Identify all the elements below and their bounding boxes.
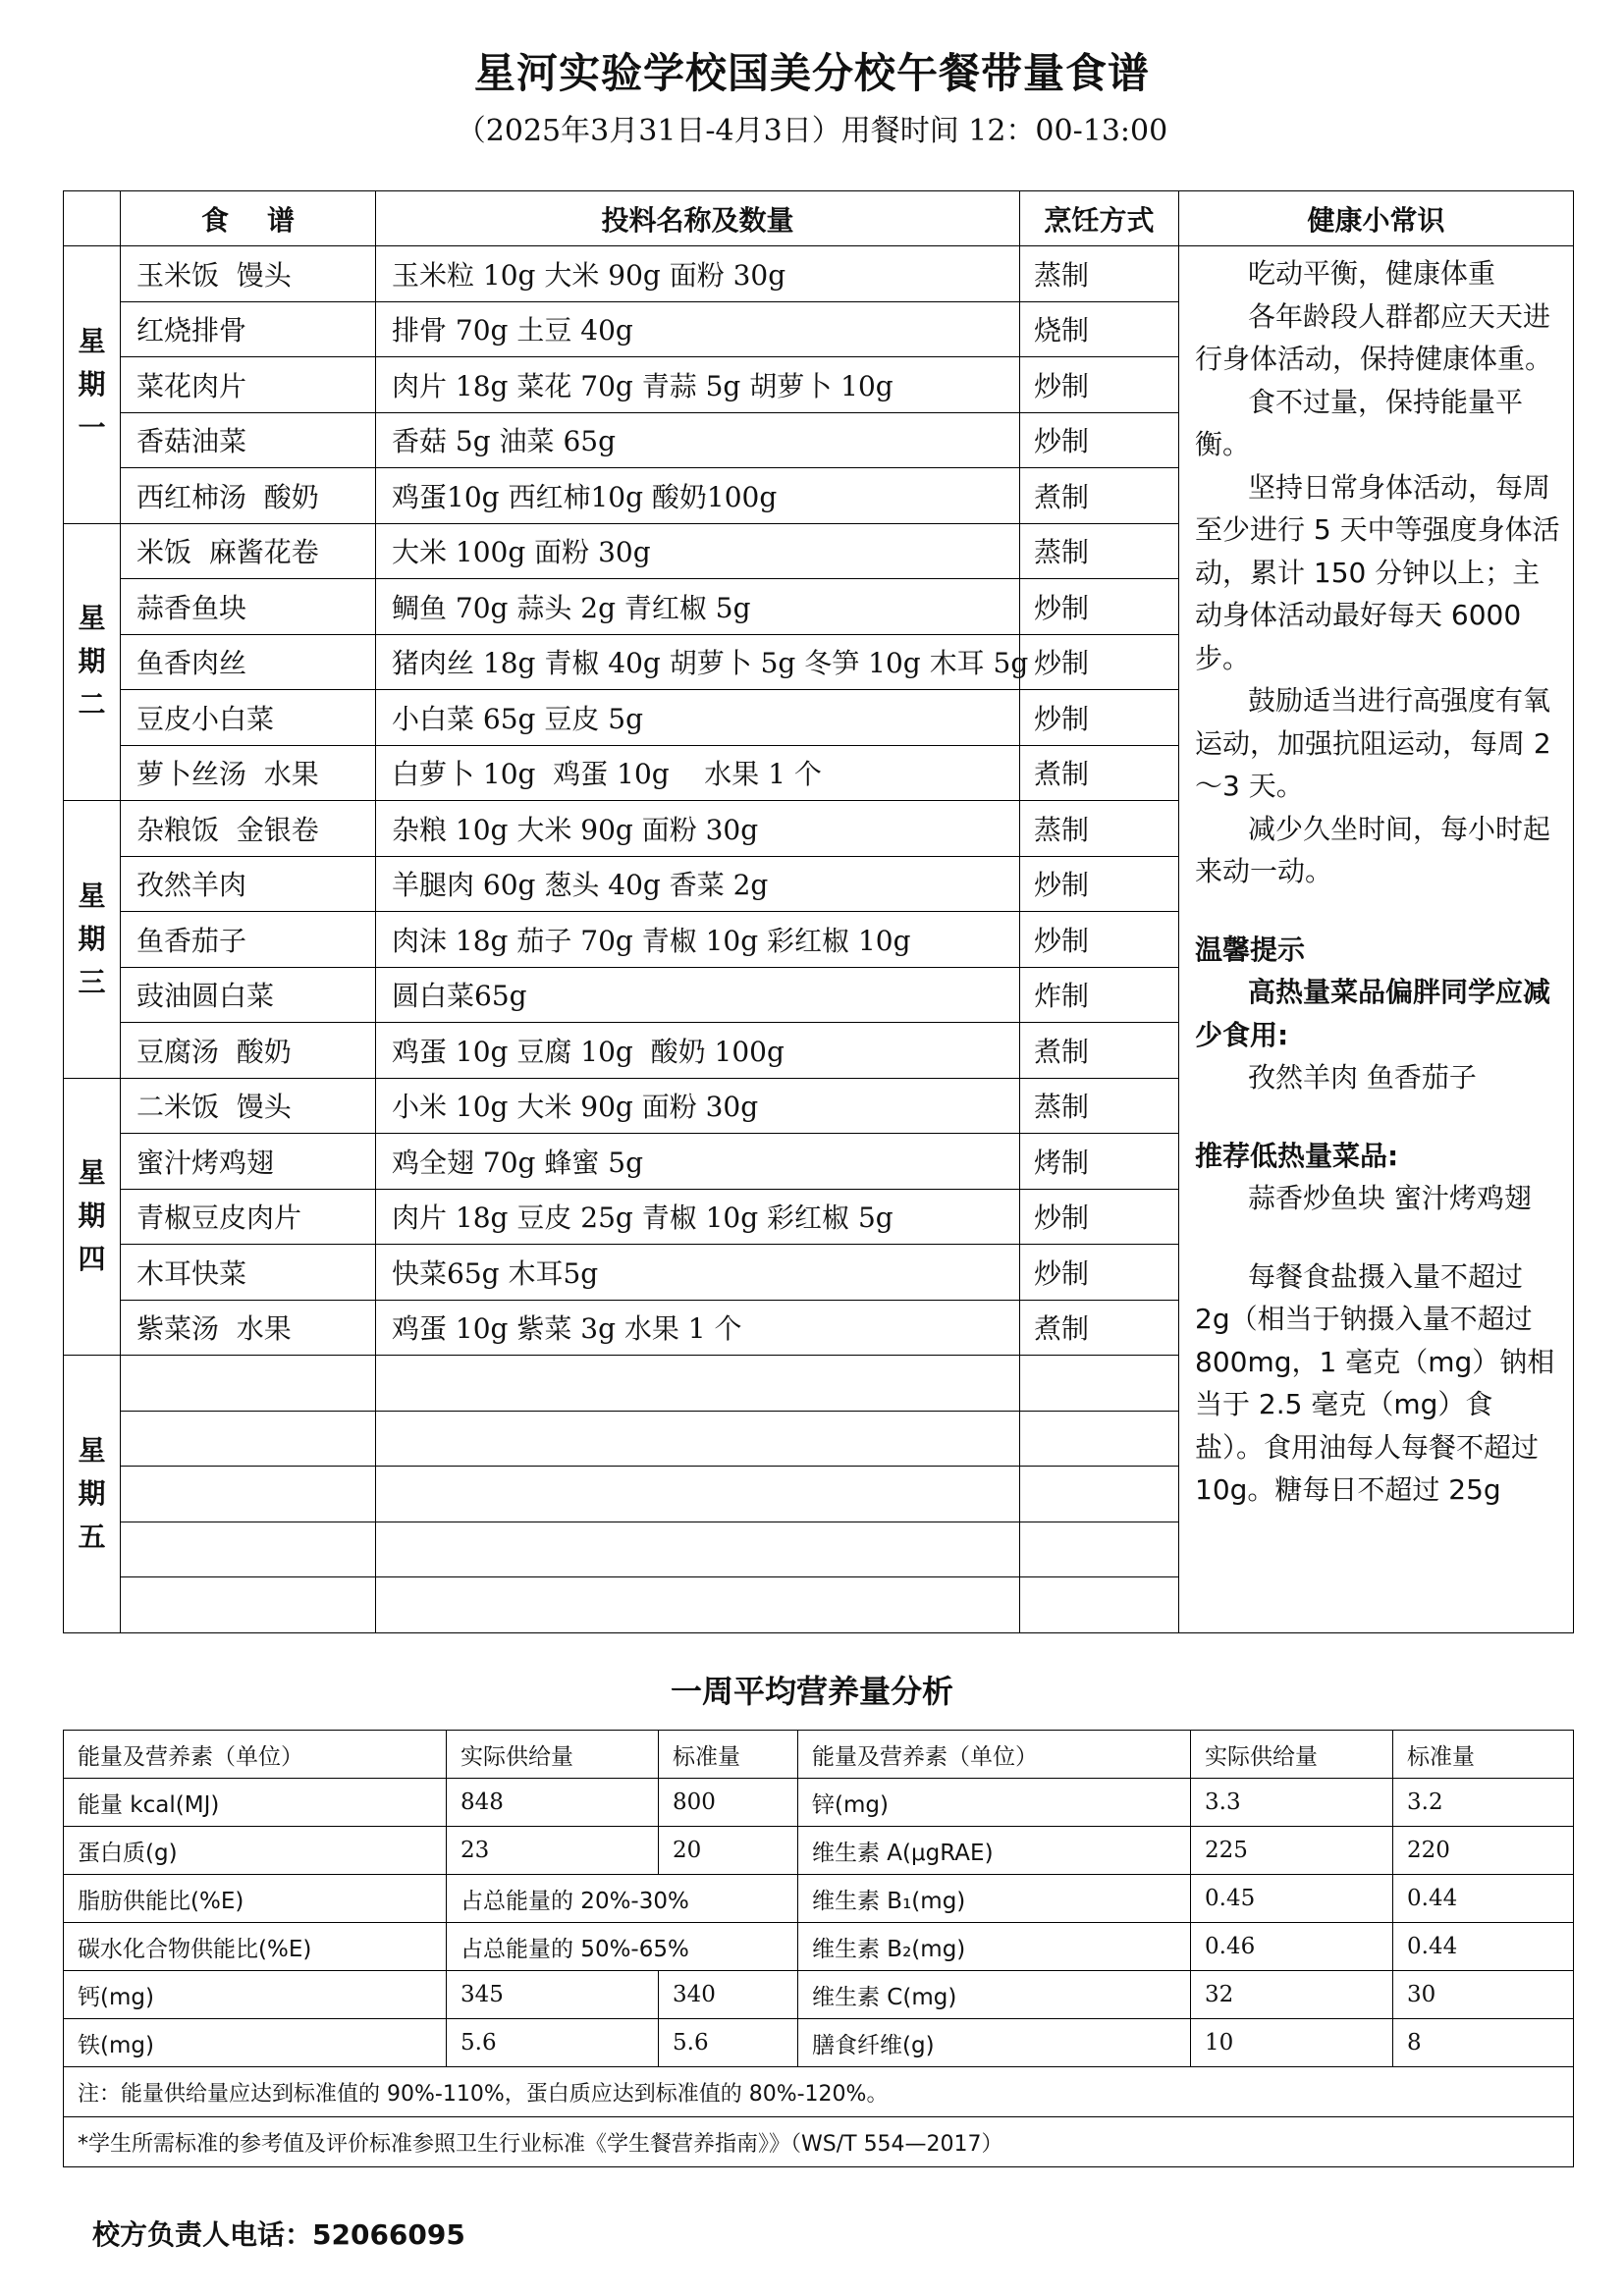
nutrient-name: 维生素 C(mg) — [798, 1971, 1191, 2019]
dish-cell: 孜然羊肉 — [121, 856, 376, 912]
header-blank — [64, 191, 121, 246]
cooking-cell: 炸制 — [1020, 967, 1179, 1023]
menu-header-row — [64, 191, 1574, 246]
dish-cell: 米饭 麻酱花卷 — [121, 523, 376, 579]
nutrition-reference: *学生所需标准的参考值及评价标准参照卫生行业标准《学生餐营养指南》》（WS/T 554—2017） — [64, 2117, 1574, 2167]
ingredient-cell: 玉米粒 10g 大米 90g 面粉 30g — [376, 246, 1020, 302]
dish-cell: 豆腐汤 酸奶 — [121, 1023, 376, 1079]
dish-cell: 杂粮饭 金银卷 — [121, 801, 376, 857]
warm-tip-text: 高热量菜品偏胖同学应减少食用: — [1195, 976, 1551, 1051]
nutrient-name: 脂肪供能比(%E) — [64, 1875, 447, 1923]
dish-cell: 豉油圆白菜 — [121, 967, 376, 1023]
ingredient-cell: 猪肉丝 18g 青椒 40g 胡萝卜 5g 冬笋 10g 木耳 5g — [376, 634, 1020, 690]
ingredient-cell: 小白菜 65g 豆皮 5g — [376, 690, 1020, 746]
nutrient-standard: 340 — [659, 1971, 798, 2019]
cooking-cell — [1020, 1522, 1179, 1577]
ingredient-cell: 杂粮 10g 大米 90g 面粉 30g — [376, 801, 1020, 857]
cooking-cell — [1020, 1411, 1179, 1467]
cooking-cell: 炒制 — [1020, 1245, 1179, 1301]
cooking-cell: 蒸制 — [1020, 1078, 1179, 1134]
dish-cell: 豆皮小白菜 — [121, 690, 376, 746]
nutrient-standard: 3.2 — [1393, 1779, 1574, 1827]
nutrient-range: 占总能量的 20%-30% — [447, 1875, 798, 1923]
dish-cell — [121, 1467, 376, 1522]
dish-cell: 紫菜汤 水果 — [121, 1300, 376, 1356]
nutrition-header-cell: 标准量 — [659, 1731, 798, 1779]
nutrient-name: 维生素 A(μgRAE) — [798, 1827, 1191, 1875]
health-tip-heading: 吃动平衡，健康体重 — [1248, 257, 1496, 290]
health-tip: 各年龄段人群都应天天进行身体活动，保持健康体重。 — [1195, 299, 1553, 375]
nutrition-row — [64, 2019, 1574, 2067]
cooking-cell: 炒制 — [1020, 1189, 1179, 1245]
menu-table — [63, 190, 1574, 1633]
dish-cell — [121, 1577, 376, 1633]
spacer — [1195, 1220, 1561, 1255]
dish-cell: 菜花肉片 — [121, 357, 376, 413]
nutrition-header-cell: 实际供给量 — [447, 1731, 659, 1779]
nutrient-actual: 345 — [447, 1971, 659, 2019]
cooking-cell: 炒制 — [1020, 856, 1179, 912]
nutrient-name: 维生素 B₂(mg) — [798, 1923, 1191, 1971]
nutrient-standard: 800 — [659, 1779, 798, 1827]
dish-cell — [121, 1522, 376, 1577]
health-tip: 减少久坐时间，每小时起来动一动。 — [1195, 812, 1551, 887]
nutrition-header-row — [64, 1731, 1574, 1779]
spacer — [1195, 893, 1561, 929]
cooking-cell — [1020, 1577, 1179, 1633]
dish-cell: 玉米饭 馒头 — [121, 246, 376, 302]
nutrient-actual: 0.46 — [1191, 1923, 1393, 1971]
ingredient-cell: 肉片 18g 豆皮 25g 青椒 10g 彩红椒 5g — [376, 1189, 1020, 1245]
ingredient-cell: 鲷鱼 70g 蒜头 2g 青红椒 5g — [376, 579, 1020, 635]
dish-cell: 蒜香鱼块 — [121, 579, 376, 635]
ingredient-cell: 大米 100g 面粉 30g — [376, 523, 1020, 579]
nutrition-row — [64, 1827, 1574, 1875]
menu-row — [64, 246, 1574, 302]
day-label: 星期二 — [64, 523, 121, 801]
contact-phone: 校方负责人电话：52066095 — [92, 2218, 465, 2251]
day-label: 星期三 — [64, 801, 121, 1079]
ingredient-cell: 肉沫 18g 茄子 70g 青椒 10g 彩红椒 10g — [376, 912, 1020, 968]
cooking-cell — [1020, 1356, 1179, 1412]
cooking-cell: 炒制 — [1020, 634, 1179, 690]
nutrient-name: 能量 kcal(MJ) — [64, 1779, 447, 1827]
nutrient-actual: 23 — [447, 1827, 659, 1875]
warm-tip-title: 温馨提示 — [1195, 933, 1306, 966]
ingredient-cell: 鸡全翅 70g 蜂蜜 5g — [376, 1134, 1020, 1190]
ingredient-cell: 快菜65g 木耳5g — [376, 1245, 1020, 1301]
nutrient-standard: 0.44 — [1393, 1923, 1574, 1971]
nutrient-standard: 30 — [1393, 1971, 1574, 2019]
nutrition-title: 一周平均营养量分析 — [670, 1673, 953, 1710]
nutrient-actual: 0.45 — [1191, 1875, 1393, 1923]
dish-cell: 青椒豆皮肉片 — [121, 1189, 376, 1245]
cooking-cell: 蒸制 — [1020, 246, 1179, 302]
nutrient-actual: 3.3 — [1191, 1779, 1393, 1827]
dish-cell: 香菇油菜 — [121, 412, 376, 468]
nutrient-actual: 10 — [1191, 2019, 1393, 2067]
nutrient-actual: 5.6 — [447, 2019, 659, 2067]
nutrient-standard: 8 — [1393, 2019, 1574, 2067]
low-calorie-title: 推荐低热量菜品: — [1195, 1139, 1399, 1172]
ingredient-cell: 圆白菜65g — [376, 967, 1020, 1023]
nutrient-name: 膳食纤维(g) — [798, 2019, 1191, 2067]
health-tips — [1179, 246, 1574, 1633]
health-tip: 鼓励适当进行高强度有氧运动，加强抗阻运动，每周 2～3 天。 — [1195, 684, 1551, 802]
health-tip: 食不过量，保持能量平衡。 — [1195, 385, 1524, 460]
nutrition-row — [64, 1779, 1574, 1827]
spacer — [1195, 1099, 1561, 1135]
dish-cell: 蜜汁烤鸡翅 — [121, 1134, 376, 1190]
header-dish: 食 谱 — [121, 191, 376, 246]
nutrient-actual: 32 — [1191, 1971, 1393, 2019]
cooking-cell: 炒制 — [1020, 579, 1179, 635]
day-label: 星期五 — [64, 1356, 121, 1633]
nutrient-standard: 5.6 — [659, 2019, 798, 2067]
nutrient-name: 钙(mg) — [64, 1971, 447, 2019]
cooking-cell: 烤制 — [1020, 1134, 1179, 1190]
nutrition-table — [63, 1730, 1574, 2167]
ingredient-cell: 羊腿肉 60g 葱头 40g 香菜 2g — [376, 856, 1020, 912]
ingredient-cell — [376, 1467, 1020, 1522]
nutrition-header-cell: 标准量 — [1393, 1731, 1574, 1779]
nutrient-name: 维生素 B₁(mg) — [798, 1875, 1191, 1923]
dish-cell: 二米饭 馒头 — [121, 1078, 376, 1134]
cooking-cell: 煮制 — [1020, 745, 1179, 801]
dish-cell — [121, 1356, 376, 1412]
cooking-cell: 煮制 — [1020, 1023, 1179, 1079]
cooking-cell: 蒸制 — [1020, 801, 1179, 857]
dish-cell: 木耳快菜 — [121, 1245, 376, 1301]
cooking-cell: 煮制 — [1020, 468, 1179, 524]
header-cooking: 烹饪方式 — [1020, 191, 1179, 246]
nutrient-range: 占总能量的 50%-65% — [447, 1923, 798, 1971]
day-label: 星期四 — [64, 1078, 121, 1356]
cooking-cell: 蒸制 — [1020, 523, 1179, 579]
nutrition-note: 注：能量供给量应达到标准值的 90%-110%，蛋白质应达到标准值的 80%-120%。 — [64, 2067, 1574, 2117]
nutrient-actual: 225 — [1191, 1827, 1393, 1875]
nutrition-row — [64, 1875, 1574, 1923]
cooking-cell: 煮制 — [1020, 1300, 1179, 1356]
dish-cell: 萝卜丝汤 水果 — [121, 745, 376, 801]
cooking-cell: 炒制 — [1020, 357, 1179, 413]
dish-cell — [121, 1411, 376, 1467]
cooking-cell: 炒制 — [1020, 912, 1179, 968]
ingredient-cell — [376, 1411, 1020, 1467]
nutrition-note-row — [64, 2117, 1574, 2167]
ingredient-cell — [376, 1577, 1020, 1633]
nutrient-name: 蛋白质(g) — [64, 1827, 447, 1875]
ingredient-cell: 排骨 70g 土豆 40g — [376, 301, 1020, 357]
nutrition-row — [64, 1971, 1574, 2019]
date-range: （2025年3月31日-4月3日）用餐时间 12：00-13:00 — [456, 114, 1168, 148]
nutrition-header-cell: 能量及营养素（单位） — [798, 1731, 1191, 1779]
ingredient-cell: 小米 10g 大米 90g 面粉 30g — [376, 1078, 1020, 1134]
nutrient-standard: 20 — [659, 1827, 798, 1875]
ingredient-cell: 肉片 18g 菜花 70g 青蒜 5g 胡萝卜 10g — [376, 357, 1020, 413]
nutrition-header-cell: 实际供给量 — [1191, 1731, 1393, 1779]
nutrient-name: 碳水化合物供能比(%E) — [64, 1923, 447, 1971]
nutrient-name: 锌(mg) — [798, 1779, 1191, 1827]
salt-oil-sugar-tip: 每餐食盐摄入量不超过 2g（相当于钠摄入量不超过 800mg，1 毫克（mg）钠相当于 2.5 毫克（mg）食盐）。食用油每人每餐不超过 10g。糖每日不超过 25g — [1195, 1259, 1555, 1506]
high-calorie-dishes: 孜然羊肉 鱼香茄子 — [1248, 1061, 1477, 1094]
cooking-cell: 炒制 — [1020, 412, 1179, 468]
nutrient-standard: 220 — [1393, 1827, 1574, 1875]
nutrition-row — [64, 1923, 1574, 1971]
dish-cell: 鱼香茄子 — [121, 912, 376, 968]
dish-cell: 西红柿汤 酸奶 — [121, 468, 376, 524]
ingredient-cell — [376, 1356, 1020, 1412]
page-title: 星河实验学校国美分校午餐带量食谱 — [473, 49, 1150, 97]
cooking-cell: 炒制 — [1020, 690, 1179, 746]
ingredient-cell: 白萝卜 10g 鸡蛋 10g 水果 1 个 — [376, 745, 1020, 801]
day-label: 星期一 — [64, 246, 121, 524]
nutrition-header-cell: 能量及营养素（单位） — [64, 1731, 447, 1779]
nutrient-actual: 848 — [447, 1779, 659, 1827]
dish-cell: 鱼香肉丝 — [121, 634, 376, 690]
ingredient-cell — [376, 1522, 1020, 1577]
health-tip: 坚持日常身体活动，每周至少进行 5 天中等强度身体活动，累计 150 分钟以上；主动身体活动最好每天 6000 步。 — [1195, 470, 1560, 674]
nutrient-name: 铁(mg) — [64, 2019, 447, 2067]
cooking-cell: 烧制 — [1020, 301, 1179, 357]
header-ingredients: 投料名称及数量 — [376, 191, 1020, 246]
ingredient-cell: 鸡蛋10g 西红柿10g 酸奶100g — [376, 468, 1020, 524]
dish-cell: 红烧排骨 — [121, 301, 376, 357]
ingredient-cell: 香菇 5g 油菜 65g — [376, 412, 1020, 468]
cooking-cell — [1020, 1467, 1179, 1522]
ingredient-cell: 鸡蛋 10g 紫菜 3g 水果 1 个 — [376, 1300, 1020, 1356]
nutrient-standard: 0.44 — [1393, 1875, 1574, 1923]
ingredient-cell: 鸡蛋 10g 豆腐 10g 酸奶 100g — [376, 1023, 1020, 1079]
header-tips: 健康小常识 — [1179, 191, 1574, 246]
low-calorie-dishes: 蒜香炒鱼块 蜜汁烤鸡翅 — [1248, 1182, 1532, 1214]
nutrition-note-row — [64, 2067, 1574, 2117]
